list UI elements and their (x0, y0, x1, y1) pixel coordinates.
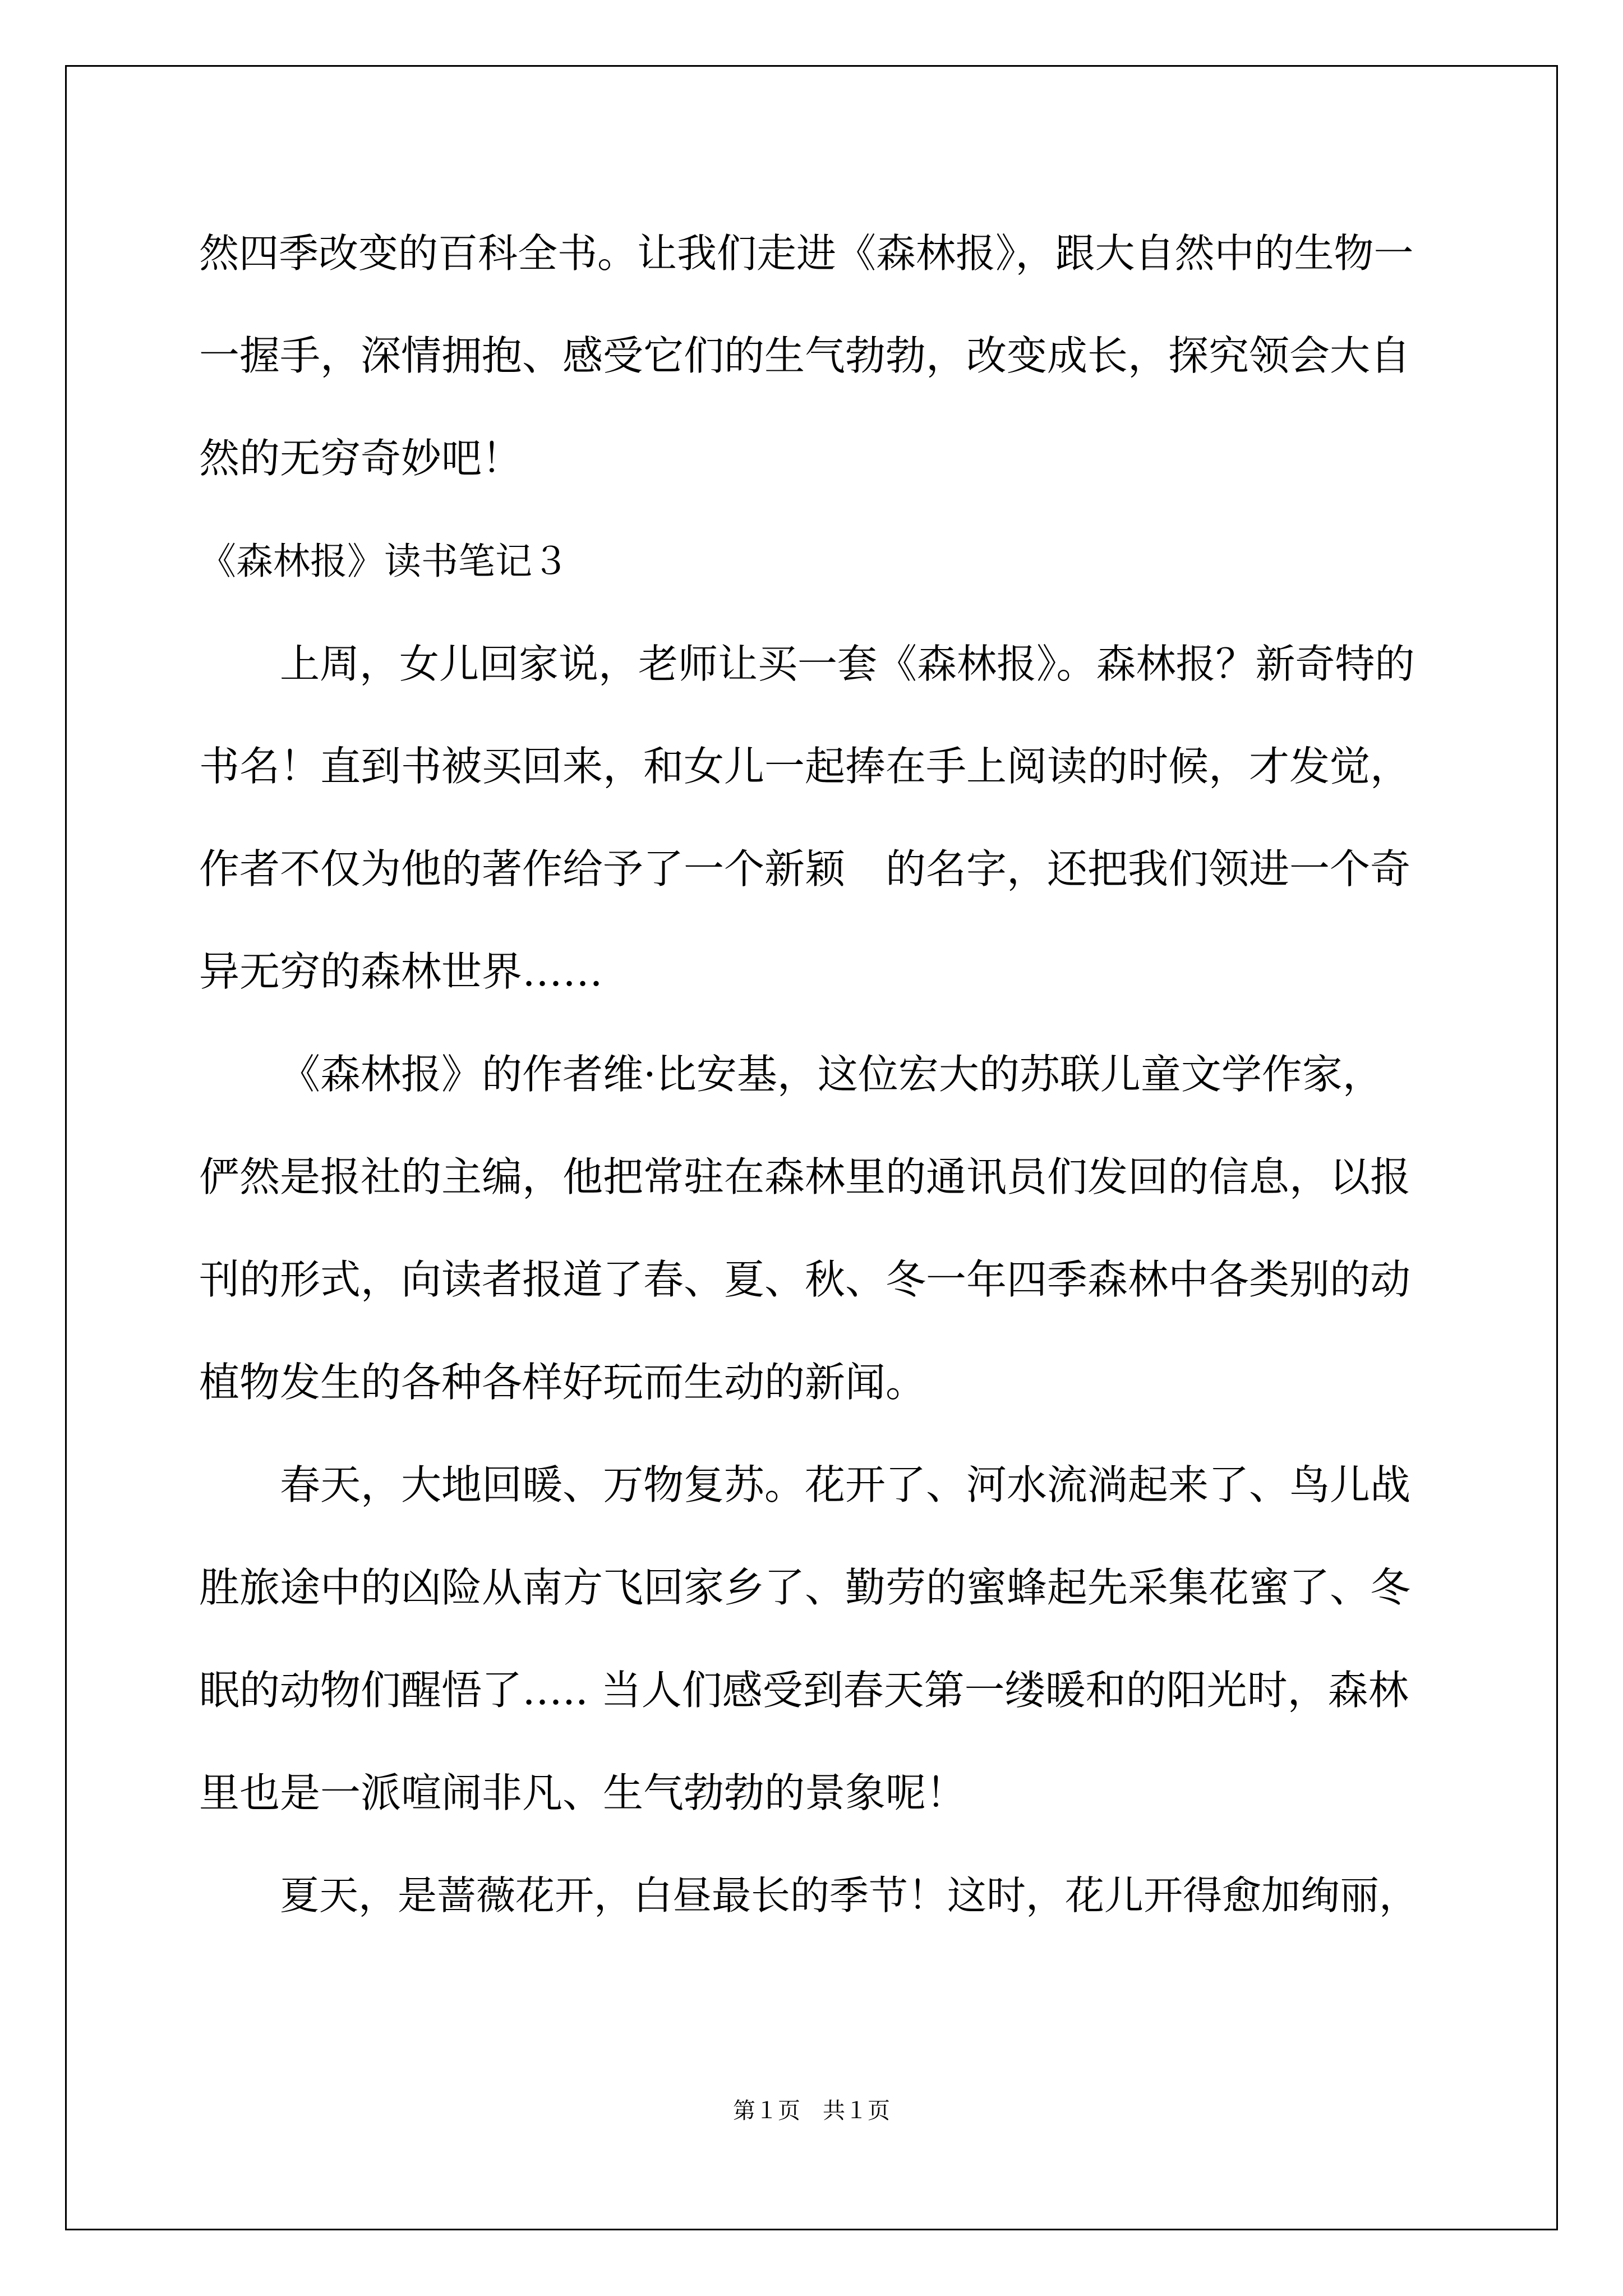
page-footer: 第１页 共１页 (733, 2098, 890, 2124)
document-body (199, 202, 1427, 1947)
text-line: 然的无穷奇妙吧！ (199, 435, 523, 482)
text-line: 植物发生的各种各样好玩而生动的新闻。 (199, 1359, 926, 1406)
text-line: 刊的形式，向读者报道了春、夏、秋、冬一年四季森林中各类别的动 (199, 1256, 1411, 1303)
text-line: 《森林报》的作者维·比安基，这位宏大的苏联儿童文学作家， (280, 1051, 1383, 1098)
text-line: 作者不仅为他的著作给予了一个新颖 的名字，还把我们领进一个奇 (199, 845, 1411, 892)
text-line: 春天，大地回暖、万物复苏。花开了、河水流淌起来了、鸟儿战 (280, 1461, 1411, 1508)
text-line: 异无穷的森林世界…… (199, 948, 603, 995)
section-heading: 《森林报》读书笔记３ (199, 540, 569, 583)
text-line: 一握手，深情拥抱、感受它们的生气勃勃，改变成长，探究领会大自 (199, 332, 1411, 379)
text-line: 俨然是报社的主编，他把常驻在森林里的通讯员们发回的信息，以报 (199, 1153, 1411, 1200)
text-line: 上周，女儿回家说，老师让买一套《森林报》。森林报？新奇特的 (280, 641, 1415, 687)
text-line: 眠的动物们醒悟了….. 当人们感受到春天第一缕暖和的阳光时，森林 (199, 1667, 1409, 1714)
text-line: 书名！直到书被买回来，和女儿一起捧在手上阅读的时候，才发觉， (199, 743, 1411, 790)
text-line: 胜旅途中的凶险从南方飞回家乡了、勤劳的蜜蜂起先采集花蜜了、冬 (199, 1564, 1411, 1611)
text-line: 夏天，是蔷薇花开，白昼最长的季节！这时，花儿开得愈加绚丽， (280, 1872, 1418, 1918)
text-line: 里也是一派喧闹非凡、生气勃勃的景象呢！ (199, 1769, 967, 1816)
text-line: 然四季改变的百科全书。让我们走进《森林报》，跟大自然中的生物一 (199, 230, 1414, 277)
